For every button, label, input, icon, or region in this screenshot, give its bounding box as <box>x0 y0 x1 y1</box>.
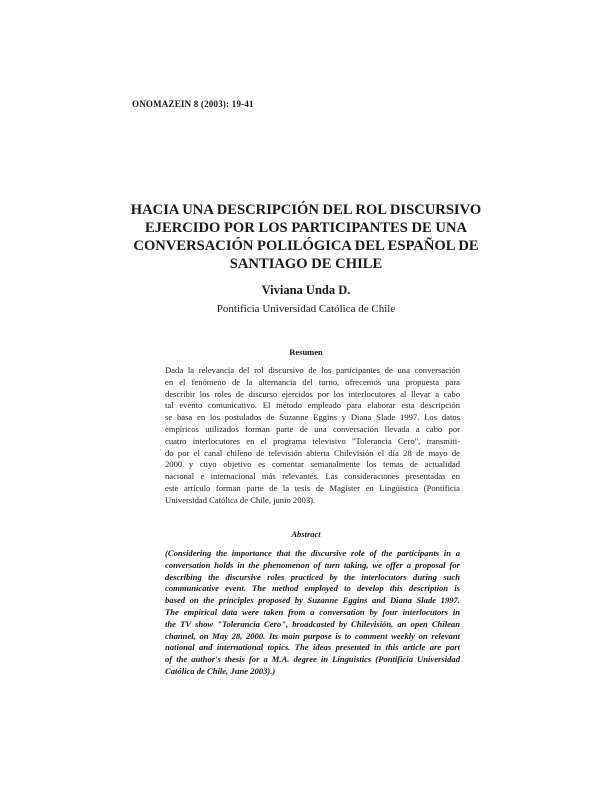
resumen-line: nacional e internacional más relevantes. Las consideraciones presentadas en <box>165 471 460 482</box>
resumen-line: Dada la relevancia del rol discursivo de los participantes de una conversación <box>165 365 460 375</box>
resumen-line: 2000 y cuyo objetivo es comentar semanalmente los temas de actualidad <box>165 459 460 470</box>
abstract-line: The empirical data were taken from a conversation by four interlocutors in <box>165 606 460 617</box>
resumen-paragraph <box>165 365 460 507</box>
author-affiliation: Pontificia Universidad Católica de Chile <box>216 303 396 315</box>
resumen-line: tal evento comunicativo. El método empleado para elaborar esta descripción <box>165 400 460 411</box>
title-line: SANTIAGO DE CHILE <box>229 256 383 272</box>
resumen-line: do por el canal chileno de televisión abierta Chilevisión el día 28 de mayo de <box>165 447 460 458</box>
author-name: Viviana Unda D. <box>261 283 351 297</box>
resumen-heading: Resumen <box>289 347 323 357</box>
abstract-paragraph <box>165 548 460 678</box>
abstract-line: national and international topics. The ideas presented in this article are part <box>165 642 460 653</box>
abstract-line: (Considering the importance that the discursive role of the participants in a <box>165 548 460 558</box>
resumen-line: en el fenómeno de la alternancia del turno, ofrecemos una propuesta para <box>165 376 460 387</box>
abstract-line: of the author's thesis for a M.A. degree in Linguistics (Pontificia Universidad <box>165 654 460 665</box>
abstract-line: Católica de Chile, June 2003).) <box>165 665 276 676</box>
abstract-line: communicative event. The method employed to develop this description is <box>165 583 460 594</box>
resumen-line: describir los roles de discurso ejercidos por los interlocutores al llevar a cabo <box>165 388 460 399</box>
resumen-line: Universidad Católica de Chile, junio 2003). <box>165 494 316 505</box>
abstract-heading: Abstract <box>291 529 321 539</box>
title-line: EJERCIDO POR LOS PARTICIPANTES DE UNA <box>144 220 468 236</box>
resumen-line: empíricos utilizados forman parte de una conversación llevada a cabo por <box>165 423 460 434</box>
abstract-line: conversation holds in the phenomenon of turn taking, we offer a proposal for <box>165 559 460 570</box>
title-line: CONVERSACIÓN POLILÓGICA DEL ESPAÑOL DE <box>133 238 479 254</box>
title-line: HACIA UNA DESCRIPCIÓN DEL ROL DISCURSIVO <box>130 202 482 218</box>
article-title <box>122 201 490 273</box>
resumen-line: se basa en los postulados de Suzanne Eggins y Diana Slade 1997. Los datos <box>165 412 460 423</box>
abstract-line: the TV show "Tolerancia Cero", broadcasted by Chilevisión, an open Chilean <box>165 618 460 629</box>
resumen-line: este artículo forman parte de la tesis de Magíster en Lingüística (Pontificia <box>165 482 460 493</box>
journal-citation: ONOMAZEIN 8 (2003): 19-41 <box>132 99 254 109</box>
abstract-line: based on the principles proposed by Suzanne Eggins and Diana Slade 1997. <box>165 595 460 606</box>
abstract-line: channel, on May 28, 2000. Its main purpose is to comment weekly on relevant <box>165 630 460 641</box>
abstract-line: describing the discursive roles practiced by the interlocutors during such <box>165 571 460 582</box>
resumen-line: cuatro interlocutores en el programa televisivo "Tolerancia Cero", transmiti- <box>165 435 460 446</box>
